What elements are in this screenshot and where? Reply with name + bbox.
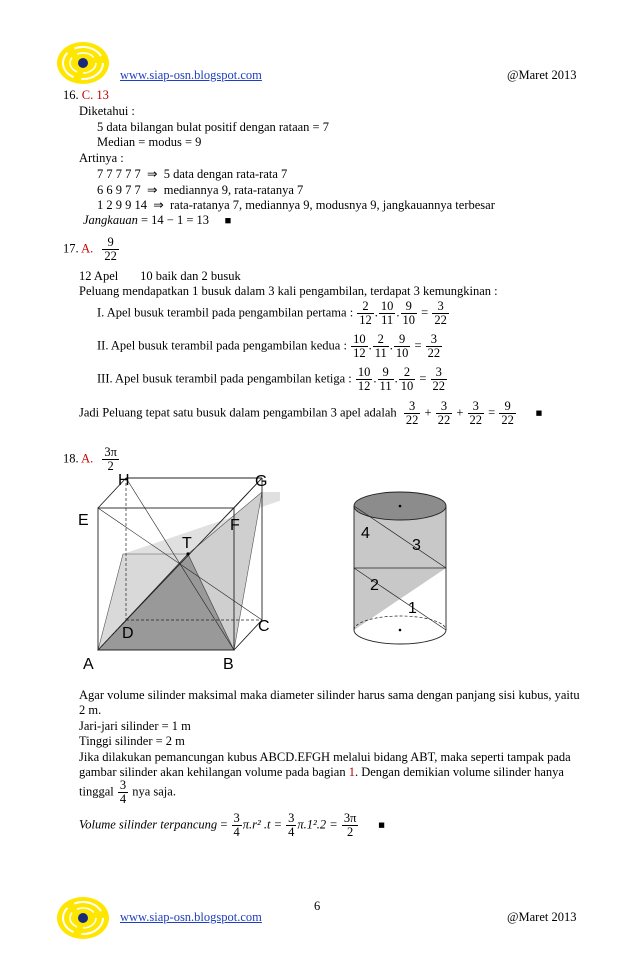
q18-text-3: Tinggi silinder = 2 m: [79, 734, 185, 748]
label-G: G: [255, 473, 268, 490]
q17-line-1: 12 Apel 10 baik dan 2 busuk: [79, 269, 241, 283]
q16-row-3: 1 2 9 9 14 ⇒ rata-ratanya 7, mediannya 9, modusnya 9, jangkauannya terbesar: [97, 198, 495, 212]
footer-date: @Maret 2013: [507, 910, 577, 924]
label-B: B: [223, 656, 234, 673]
label-A: A: [83, 656, 94, 673]
logo-icon: [55, 38, 111, 88]
q16-artinya: Artinya :: [79, 151, 124, 165]
q18-text-5: tinggal $\frac{3}{4}$ nya saja.: [79, 778, 176, 807]
q18-number-line: 18. A. $\frac{3\pi}{2}$: [63, 445, 117, 474]
q17-number-line: 17. A. $\frac{9}{22}$: [63, 235, 117, 264]
q18-text-1b: 2 m.: [79, 703, 102, 717]
cyl-part-4: 4: [361, 525, 370, 542]
page-number: 6: [314, 899, 321, 913]
label-D: D: [122, 625, 134, 642]
q17-line-2: Peluang mendapatkan 1 busuk dalam 3 kali pengambilan, terdapat 3 kemungkinan :: [79, 284, 498, 298]
q18-text-4a: Jika dilakukan pemancungan kubus ABCD.EFGH melalui bidang ABT, maka seperti tampak pada: [79, 750, 571, 764]
q18-text-1: Agar volume silinder maksimal maka diameter silinder harus sama dengan panjang sisi kubus, yaitu: [79, 688, 580, 702]
cyl-part-1: 1: [408, 600, 417, 617]
cyl-part-3: 3: [412, 537, 421, 554]
q16-row-1: 7 7 7 7 7 ⇒ 5 data dengan rata-rata 7: [97, 167, 288, 181]
q18-text-4b: gambar silinder akan kehilangan volume pada bagian 1. Dengan demikian volume silinder hanya: [79, 765, 564, 779]
cylinder-diagram: [350, 488, 450, 658]
q16-number-line: 16. C. 13: [63, 88, 109, 102]
label-C: C: [258, 618, 270, 635]
q17-case-1: I. Apel busuk terambil pada pengambilan pertama : $\frac{2}{12}$ . $\frac{10}{11}$ . $\frac{9}{10}$ = $\frac{3}{22}$: [97, 299, 447, 328]
header-date: @Maret 2013: [507, 68, 577, 82]
q16-row-2: 6 6 9 7 7 ⇒ mediannya 9, rata-ratanya 7: [97, 183, 304, 197]
q17-case-3: III. Apel busuk terambil pada pengambilan ketiga : $\frac{10}{12}$ . $\frac{9}{11}$ . $\frac{2}{10}$ = $\frac{3}{22}$: [97, 365, 446, 394]
q16-jangkauan: Jangkauan = 14 − 1 = 13 ■: [83, 213, 232, 227]
q18-text-2: Jari-jari silinder = 1 m: [79, 719, 191, 733]
q17-case-2: II. Apel busuk terambil pada pengambilan kedua : $\frac{10}{12}$ . $\frac{2}{11}$ . $\frac{9}{10}$ = $\frac{3}{22}$: [97, 332, 441, 361]
footer-link[interactable]: www.siap-osn.blogspot.com: [120, 910, 262, 924]
q16-given-1: 5 data bilangan bulat positif dengan rataan = 7: [97, 120, 329, 134]
footer-logo-icon: [55, 893, 111, 943]
label-E: E: [78, 512, 89, 529]
cyl-part-2: 2: [370, 577, 379, 594]
label-H: H: [118, 472, 130, 489]
q16-diketahui: Diketahui :: [79, 104, 135, 118]
q17-conclusion: Jadi Peluang tepat satu busuk dalam pengambilan 3 apel adalah $\frac{3}{22}$ + $\frac{3}{22}$ + $\frac{3}{22}$ = $\frac{9}{22}$ ■: [79, 399, 543, 428]
cube-diagram: [70, 468, 280, 678]
label-F: F: [230, 517, 240, 534]
q16-given-2: Median = modus = 9: [97, 135, 202, 149]
label-T: T: [182, 535, 192, 552]
header-link[interactable]: www.siap-osn.blogspot.com: [120, 68, 262, 82]
q18-volume: Volume silinder terpancung = $\frac{3}{4}$ π.r² .t = $\frac{3}{4}$ π.1².2 = $\frac{3\pi}{2}$ ■: [79, 811, 385, 840]
